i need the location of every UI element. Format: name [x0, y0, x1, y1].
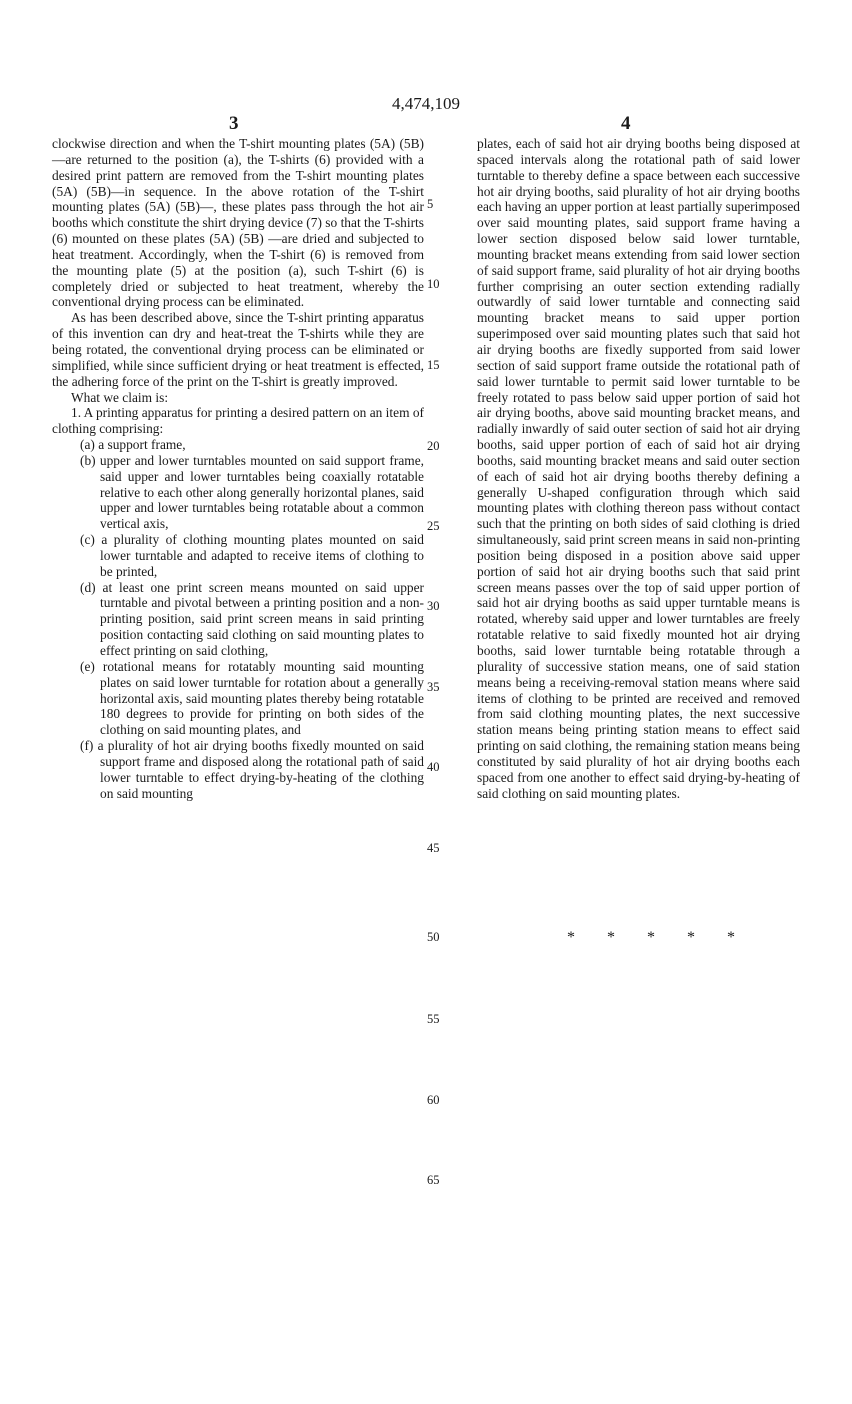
claim-item-d: (d) at least one print screen means mounted on said upper turntable and pivotal between a printing position and a non-printing position, said print screen means in said printing position contacting said clothing on said mounting plates to effect printing on said clothing,	[80, 579, 424, 658]
left-column	[52, 136, 424, 801]
claim-item-c: (c) a plurality of clothing mounting plates mounted on said lower turntable and adapted to receive items of clothing to be printed,	[80, 532, 424, 579]
line-number: 45	[427, 841, 440, 855]
line-number: 65	[427, 1173, 440, 1187]
line-number: 60	[427, 1093, 440, 1107]
claim-item-f: (f) a plurality of hot air drying booths fixedly mounted on said support frame and disposed along the rotational path of said lower turntable to effect drying-by-heating of the clothing on said mounting	[80, 738, 424, 801]
claim-item-b: (b) upper and lower turntables mounted on said support frame, said upper and lower turntables being coaxially rotatable relative to each other along generally horizontal planes, said upper and lower turntables being rotatable about a common vertical axis,	[80, 452, 424, 532]
line-number: 55	[427, 1012, 440, 1026]
right-column	[477, 136, 800, 801]
line-number: 25	[427, 519, 440, 533]
line-number: 5	[427, 197, 434, 211]
summary-paragraph: As has been described above, since the T-shirt printing apparatus of this invention can dry and heat-treat the T-shirts while they are being rotated, the conventional drying process can be eliminated or simplified, while since sufficient drying or heat treatment is effected, the adhering force of the print on the T-shirt is greatly improved.	[52, 310, 424, 389]
continuation-paragraph: clockwise direction and when the T-shirt mounting plates (5A) (5B)—are returned to the position (a), the T-shirts (6) provided with a desired print pattern are removed from the T-shirt mounting plates (5A) (5B)—in sequence. In the above rotation of the T-shirt mounting plates (5A) (5B)—, these plates pass through the hot air booths which constitute the shirt drying device (7) so that the T-shirts (6) mounted on these plates (5A) (5B) —are dried and subjected to heat treatment. Accordingly, when the T-shirt (6) is removed from the mounting plate (5) at the position (a), such T-shirt (6) is completely dried or subjected to heat treatment, whereby the conventional drying process can be eliminated.	[52, 136, 424, 310]
line-number: 10	[427, 277, 440, 291]
end-marks: * * * * *	[567, 929, 749, 946]
claim-item-a: (a) a support frame,	[80, 437, 186, 453]
line-number: 40	[427, 760, 440, 774]
left-column-number: 3	[229, 113, 239, 134]
line-number: 20	[427, 439, 440, 453]
right-column-number: 4	[621, 113, 631, 134]
claims-intro: What we claim is:	[71, 389, 169, 405]
line-number: 35	[427, 680, 440, 694]
line-number: 15	[427, 358, 440, 372]
claim-item-e: (e) rotational means for rotatably mounting said mounting plates on said lower turntable for rotation about a generally horizontal axis, said mounting plates thereby being rotatable 180 degrees to provide for printing on both sides of the clothing on said mounting plates, and	[80, 658, 424, 738]
claim-1-preamble: 1. A printing apparatus for printing a desired pattern on an item of clothing comprising:	[52, 405, 424, 437]
line-number: 30	[427, 599, 440, 613]
patent-number: 4,474,109	[392, 94, 460, 113]
claim-continuation: plates, each of said hot air drying booths being disposed at spaced intervals along the rotational path of said lower turntable to thereby define a space between each successive hot air drying booths, said plurality of hot air drying booths each having an upper portion at least partially superimposed over said mounting plates, said support frame having a lower section disposed below said lower turntable, mounting bracket means extending from said lower section of said support frame, said plurality of hot air drying booths further comprising an outer section extending radially outwardly of said lower turntable and connecting said mounting bracket means to said upper portion superimposed over said mounting plates such that said hot air drying booths are fixedly supported from said lower section of said support frame outside the rotational path of said lower turntable to permit said lower turntable to be freely rotated to pass below said upper portion of said hot air drying booths, above said mounting bracket means, and radially inwardly of said outer section of said hot air drying booths, said upper portion of each of said hot air drying booths, said mounting bracket means and said outer section of each of said hot air drying booths thereby defining a generally U-shaped configuration through which said mounting plates with clothing thereon pass without contact such that the printing on both sides of said clothing is dried simultaneously, said print screen means in said non-printing position being disposed in a position above said upper portion of said hot air drying booths such that said print screen means passes over the top of said upper portion of said hot air drying booths as said upper turntable means is rotated, whereby said upper and lower turntables are freely rotatable relative to said fixedly mounted hot air drying booths, said lower turntable being rotatable through a plurality of successive station means, one of said station means being a receiving-removal station means where said items of clothing to be printed are received and removed from said clothing mounting plates, the next successive station means being printing station means to effect said printing on said clothing, the remaining station means being constituted by said plurality of hot air drying booths each spaced from one another to effect said drying-by-heating of said clothing on said mounting plates.	[477, 136, 800, 801]
line-number: 50	[427, 930, 440, 944]
